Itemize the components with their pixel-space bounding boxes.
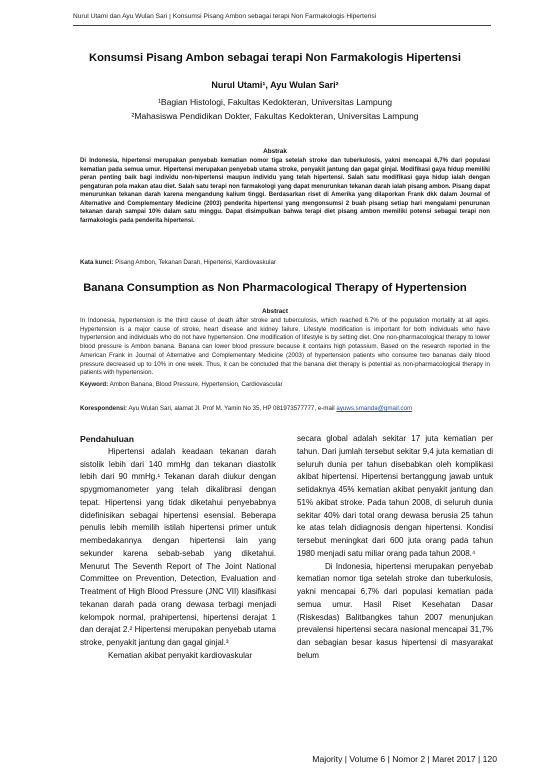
- email-link[interactable]: ayuws.smanda@gmail.com: [336, 405, 413, 412]
- paragraph: secara global adalah sekitar 17 juta kematian per tahun. Dari jumlah tersebut sekitar 9,4 juta kematian di seluruh dunia per tahun disebabkan oleh komplikasi akibat hipertensi. Hipertensi bertanggung jawab untuk setidaknya 45% kematian akibat penyakit jantung dan 51% akibat stroke. Pada tahun 2008, di seluruh dunia sekitar 40% dari total orang dewasa berusia 25 tahun ke atas telah didiagnosis dengan hipertensi. Kondisi tersebut meningkat dari 600 juta orang pada tahun 1980 menjadi satu miliar orang pada tahun 2008.⁴: [297, 434, 493, 558]
- keywords-label: Keyword:: [80, 381, 109, 388]
- abstract-text: In Indonesia, hypertension is the third cause of death after stroke and tuberculosis, which reached 6.7% of the population mortality at all ages. Hypertension is a major cause of stroke, heart disease and kidney failure. Lifestyle modification is important for both individuals who have hypertension and individuals who do not have hypertension. One modification of lifestyle is by setting diet. One non-pharmacological therapy to lower blood pressure is Ambon banana. Banana can lower blood pressure because it contains high potassium. Based on the research reported in the American Frank in Journal of Alternative and Complementary Medicine (2003) of hypertension patients who consume two bananas daily blood pressure decreased up to 10% in one week. Thus, it can be concluded that the banana diet therapy is potential as non-pharmacological therapy in patients with hypertension.: [80, 317, 490, 377]
- correspondence-label: Korespondensi:: [80, 405, 128, 412]
- affiliation-2: ²Mahasiswa Pendidikan Dokter, Fakultas Kedokteran, Universitas Lampung: [131, 111, 419, 121]
- kata-kunci-value: Pisang Ambon, Tekanan Darah, Hipertensi, Kardiovaskular: [115, 259, 276, 266]
- authors: Nurul Utami¹, Ayu Wulan Sari²: [211, 80, 339, 90]
- header-rule: [73, 25, 491, 26]
- running-head: Nurul Utami dan Ayu Wulan Sari | Konsumsi Pisang Ambon sebagai terapi Non Farmakologis Hipertensi: [73, 13, 377, 20]
- title-indonesian: Konsumsi Pisang Ambon sebagai terapi Non Farmakologis Hipertensi: [89, 52, 461, 64]
- paragraph: Di Indonesia, hipertensi merupakan penyebab kematian nomor tiga setelah stroke dan tuberkulosis, yakni mencapai 6,7% dari populasi kematian pada semua umur. Hasil Riset Kesehatan Dasar (Riskesdas) Balitbangkes tahun 2007 menunjukan prevalensi hipertensi secara nasional mencapai 31,7% dan sebagian besar kasus hipertensi di masyarakat belum: [297, 561, 493, 660]
- kata-kunci: [80, 259, 490, 266]
- kata-kunci-label: Kata kunci:: [80, 259, 114, 266]
- section-heading: Pendahuluan: [80, 434, 134, 444]
- body-column-right: [297, 433, 493, 663]
- abstract-heading: Abstract: [262, 308, 288, 315]
- title-english: Banana Consumption as Non Pharmacological Therapy of Hypertension: [83, 282, 467, 294]
- keywords: [80, 381, 490, 388]
- keywords-value: Ambon Banana, Blood Pressure, Hypertension, Cardiovascular: [109, 381, 283, 388]
- paragraph: Kematian akibat penyakit kardiovaskular: [108, 650, 253, 660]
- page-footer: Majority | Volume 6 | Nomor 2 | Maret 2017 | 120: [312, 754, 497, 764]
- correspondence: [80, 405, 500, 412]
- affiliation-1: ¹Bagian Histologi, Fakultas Kedokteran, Universitas Lampung: [157, 97, 393, 107]
- abstrak-heading: Abstrak: [263, 148, 287, 155]
- body-column-left: [80, 433, 276, 663]
- paragraph: Hipertensi adalah keadaan tekanan darah sistolik lebih dari 140 mmHg dan tekanan diastolik lebih dari 90 mmHg.¹ Tekanan darah diukur dengan spygmomanometer yang telah dikalibrasi dengan tepat. Hipertensi yang tidak diketahui penyebabnya didefinisikan sebagai hipertensi esensial. Beberapa penulis lebih memilih istilah hipertensi primer untuk membedakannya dengan hipertensi lain yang sekunder karena sebab-sebab yang diketahui. Menurut The Seventh Report of The Joint National Committee on Prevention, Detection, Evaluation and Treatment of High Blood Pressure (JNC VII) klasifikasi tekanan darah pada orang dewasa terbagi menjadi kelompok normal, prahipertensi, hipertensi derajat 1 dan derajat 2.² Hipertensi merupakan penyebab utama stroke, penyakit jantung dan gagal ginjal.³: [80, 446, 276, 647]
- abstrak-text: Di Indonesia, hipertensi merupakan penyebab kematian nomor tiga setelah stroke dan tuberkulosis, yakni mencapai 6,7% dari populasi kematian pada semua umur. Hipertensi merupakan penyebab utama stroke, penyakit jantung dan gagal ginjal. Modifikasi gaya hidup memiliki peran penting baik bagi individu non-hipertensi maupun individu yang telah hipertensi. Salah satu modifikasi gaya hidup ialah dengan pengaturan pola makan atau diet. Salah satu terapi non farmakologi yang dapat menurunkan tekanan darah ialah pisang ambon. Pisang dapat menurunkan tekanan darah karena mengandung kalium tinggi. Berdasarkan riset di Amerika yang dilaporkan Frank dkk dalam Journal of Alternative and Complementary Medicine (2003) penderita hipertensi yang mengonsumsi 2 buah pisang setiap hari mengalami penurunan tekanan darah sampai 10% dalam satu minggu. Dapat disimpulkan bahwa terapi diet pisang ambon memiliki potensi sebagai terapi non farmakologis pada penderita hipertensi.: [80, 158, 490, 224]
- correspondence-text: Ayu Wulan Sari, alamat Jl. Prof M. Yamin No 35, HP 081973577777, e-mail: [128, 405, 335, 412]
